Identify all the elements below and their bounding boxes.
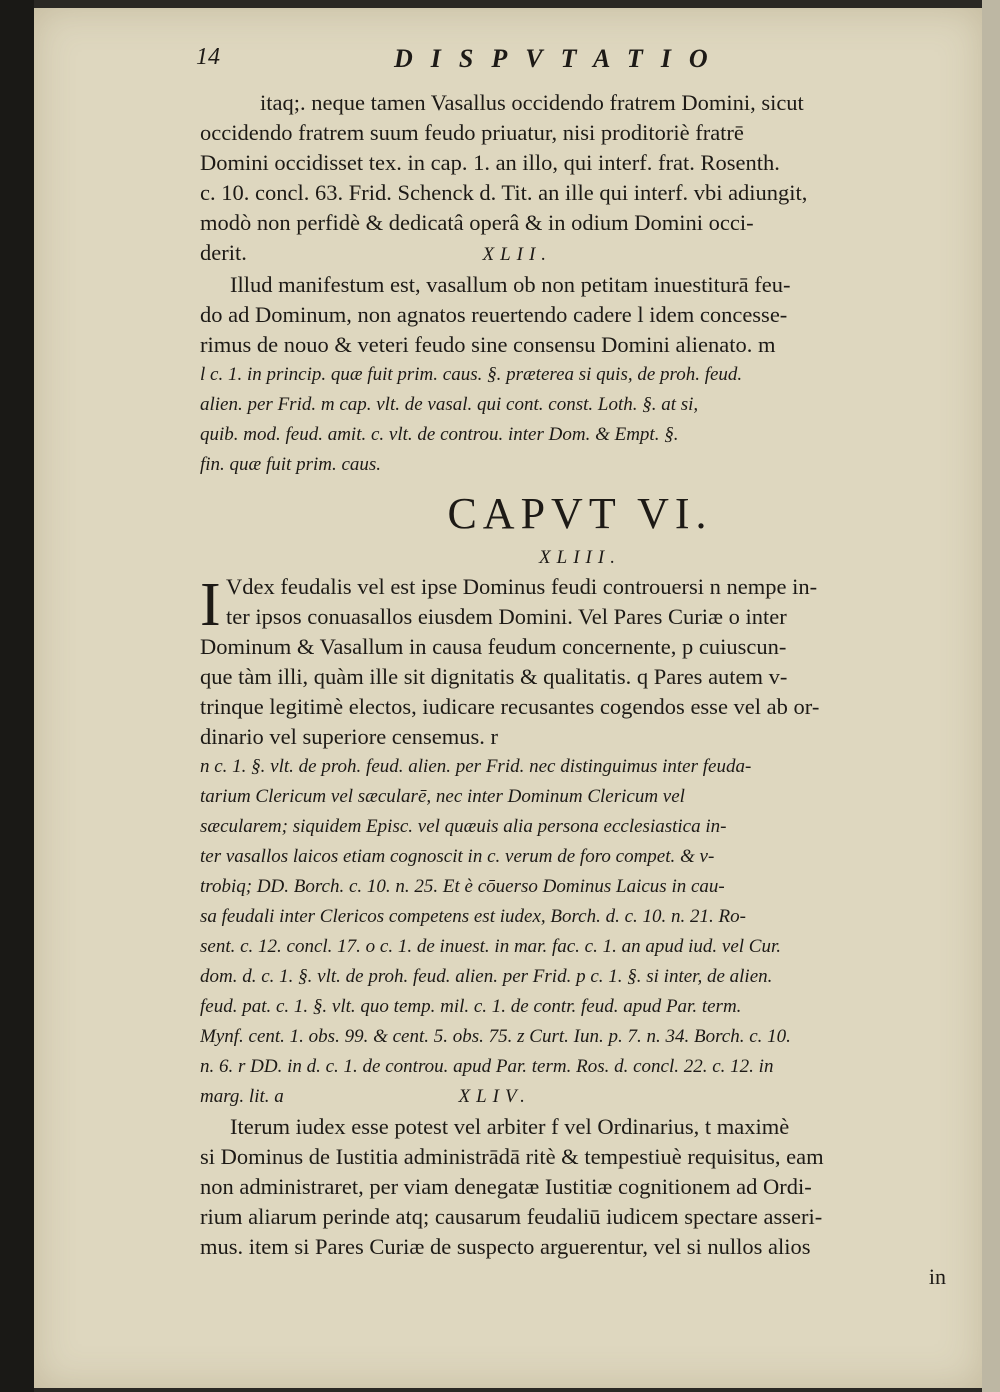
text-line: rium aliarum perinde atq; causarum feudaliū iudicem spectare asseri- — [200, 1204, 823, 1229]
drop-cap: I — [200, 571, 221, 639]
note-line: tarium Clericum vel sæcularē, nec inter Dominum Clericum vel — [200, 786, 685, 807]
note-line: ter vasallos laicos etiam cognoscit in c. verum de foro compet. & v- — [200, 846, 715, 867]
book-page — [34, 8, 982, 1388]
footnotes-block-2 — [200, 752, 960, 1112]
text-line: rimus de nouo & veteri feudo sine consensu Domini alienato. m — [200, 332, 776, 357]
text-line: Vdex feudalis vel est ipse Dominus feudi controuersi n nempe in- — [226, 574, 818, 599]
note-fragment: marg. lit. a — [200, 1086, 284, 1107]
paragraph-block-3 — [200, 572, 960, 752]
text-line: non administraret, per viam denegatæ Iustitiæ cognitionem ad Ordi- — [200, 1174, 812, 1199]
note-line: sent. c. 12. concl. 17. o c. 1. de inuest. in mar. fac. c. 1. an apud iud. vel Cur. — [200, 936, 782, 957]
note-line: fin. quæ fuit prim. caus. — [200, 454, 382, 475]
text-line: modò non perfidè & dedicatâ operâ & in odium Domini occi- — [200, 210, 754, 235]
paragraph-block-4 — [200, 1112, 960, 1262]
note-line: quib. mod. feud. amit. c. vlt. de controu. inter Dom. & Empt. §. — [200, 424, 679, 445]
note-line: feud. pat. c. 1. §. vlt. quo temp. mil. c. 1. de contr. feud. apud Par. term. — [200, 996, 742, 1017]
text-line: Dominum & Vasallum in causa feudum concernente, p cuiuscun- — [200, 634, 787, 659]
note-line: Mynf. cent. 1. obs. 99. & cent. 5. obs. 75. z Curt. Iun. p. 7. n. 34. Borch. c. 10. — [200, 1026, 791, 1047]
paragraph-block-2 — [200, 270, 960, 360]
text-line: Domini occidisset tex. in cap. 1. an illo, qui interf. frat. Rosenth. — [200, 150, 780, 175]
text-line: occidendo fratrem suum feudo priuatur, nisi proditoriè fratrē — [200, 120, 744, 145]
section-number: XLII. — [482, 244, 553, 265]
text-line: itaq;. neque tamen Vasallus occidendo fratrem Domini, sicut — [260, 90, 804, 115]
page-text — [200, 88, 960, 1292]
scan-right-edge — [982, 0, 1000, 1392]
note-line: dom. d. c. 1. §. vlt. de proh. feud. alien. per Frid. p c. 1. §. si inter, de alien. — [200, 966, 773, 987]
footnotes-block-1 — [200, 360, 960, 480]
scan-left-edge — [0, 0, 34, 1392]
text-line: mus. item si Pares Curiæ de suspecto arguerentur, vel si nullos alios — [200, 1234, 811, 1259]
note-line: n. 6. r DD. in d. c. 1. de controu. apud Par. term. Ros. d. concl. 22. c. 12. in — [200, 1056, 774, 1077]
paragraph-block-1 — [200, 88, 960, 270]
note-line: n c. 1. §. vlt. de proh. feud. alien. per Frid. nec distinguimus inter feuda- — [200, 756, 752, 777]
text-line: si Dominus de Iustitia administrādā ritè & tempestiuè requisitus, eam — [200, 1144, 824, 1169]
text-line: c. 10. concl. 63. Frid. Schenck d. Tit. an ille qui interf. vbi adiungit, — [200, 180, 808, 205]
catchword: in — [928, 1264, 946, 1289]
note-line: alien. per Frid. m cap. vlt. de vasal. qui cont. const. Loth. §. at si, — [200, 394, 699, 415]
text-line: dinario vel superiore censemus. r — [200, 724, 499, 749]
note-line-with-section — [200, 1082, 960, 1112]
running-head: DISPVTATIO — [394, 44, 726, 73]
note-line: trobiq; DD. Borch. c. 10. n. 25. Et è cōuerso Dominus Laicus in cau- — [200, 876, 725, 897]
text-line: Iterum iudex esse potest vel arbiter f vel Ordinarius, t maximè — [230, 1114, 790, 1139]
text-fragment: derit. — [200, 240, 247, 265]
text-line: ter ipsos conuasallos eiusdem Domini. Vel Pares Curiæ o inter — [226, 604, 787, 629]
text-line: trinque legitimè electos, iudicare recusantes cogendos esse vel ab or- — [200, 694, 820, 719]
note-line: sæcularem; siquidem Episc. vel quæuis alia persona ecclesiastica in- — [200, 816, 727, 837]
page-number: 14 — [196, 44, 220, 70]
chapter-title: CAPVT VI. — [447, 489, 713, 538]
text-line: do ad Dominum, non agnatos reuertendo cadere l idem concesse- — [200, 302, 788, 327]
text-line-with-section — [200, 238, 960, 270]
note-line: l c. 1. in princip. quæ fuit prim. caus. §. præterea si quis, de proh. feud. — [200, 364, 743, 385]
note-line: sa feudali inter Clericos competens est iudex, Borch. d. c. 10. n. 21. Ro- — [200, 906, 746, 927]
text-line: Illud manifestum est, vasallum ob non petitam inuestiturā feu- — [230, 272, 791, 297]
text-line: que tàm illi, quàm ille sit dignitatis & qualitatis. q Pares autem v- — [200, 664, 788, 689]
page-header — [34, 44, 982, 84]
section-number: XLIII. — [539, 547, 621, 568]
section-number: XLIV. — [458, 1086, 531, 1107]
